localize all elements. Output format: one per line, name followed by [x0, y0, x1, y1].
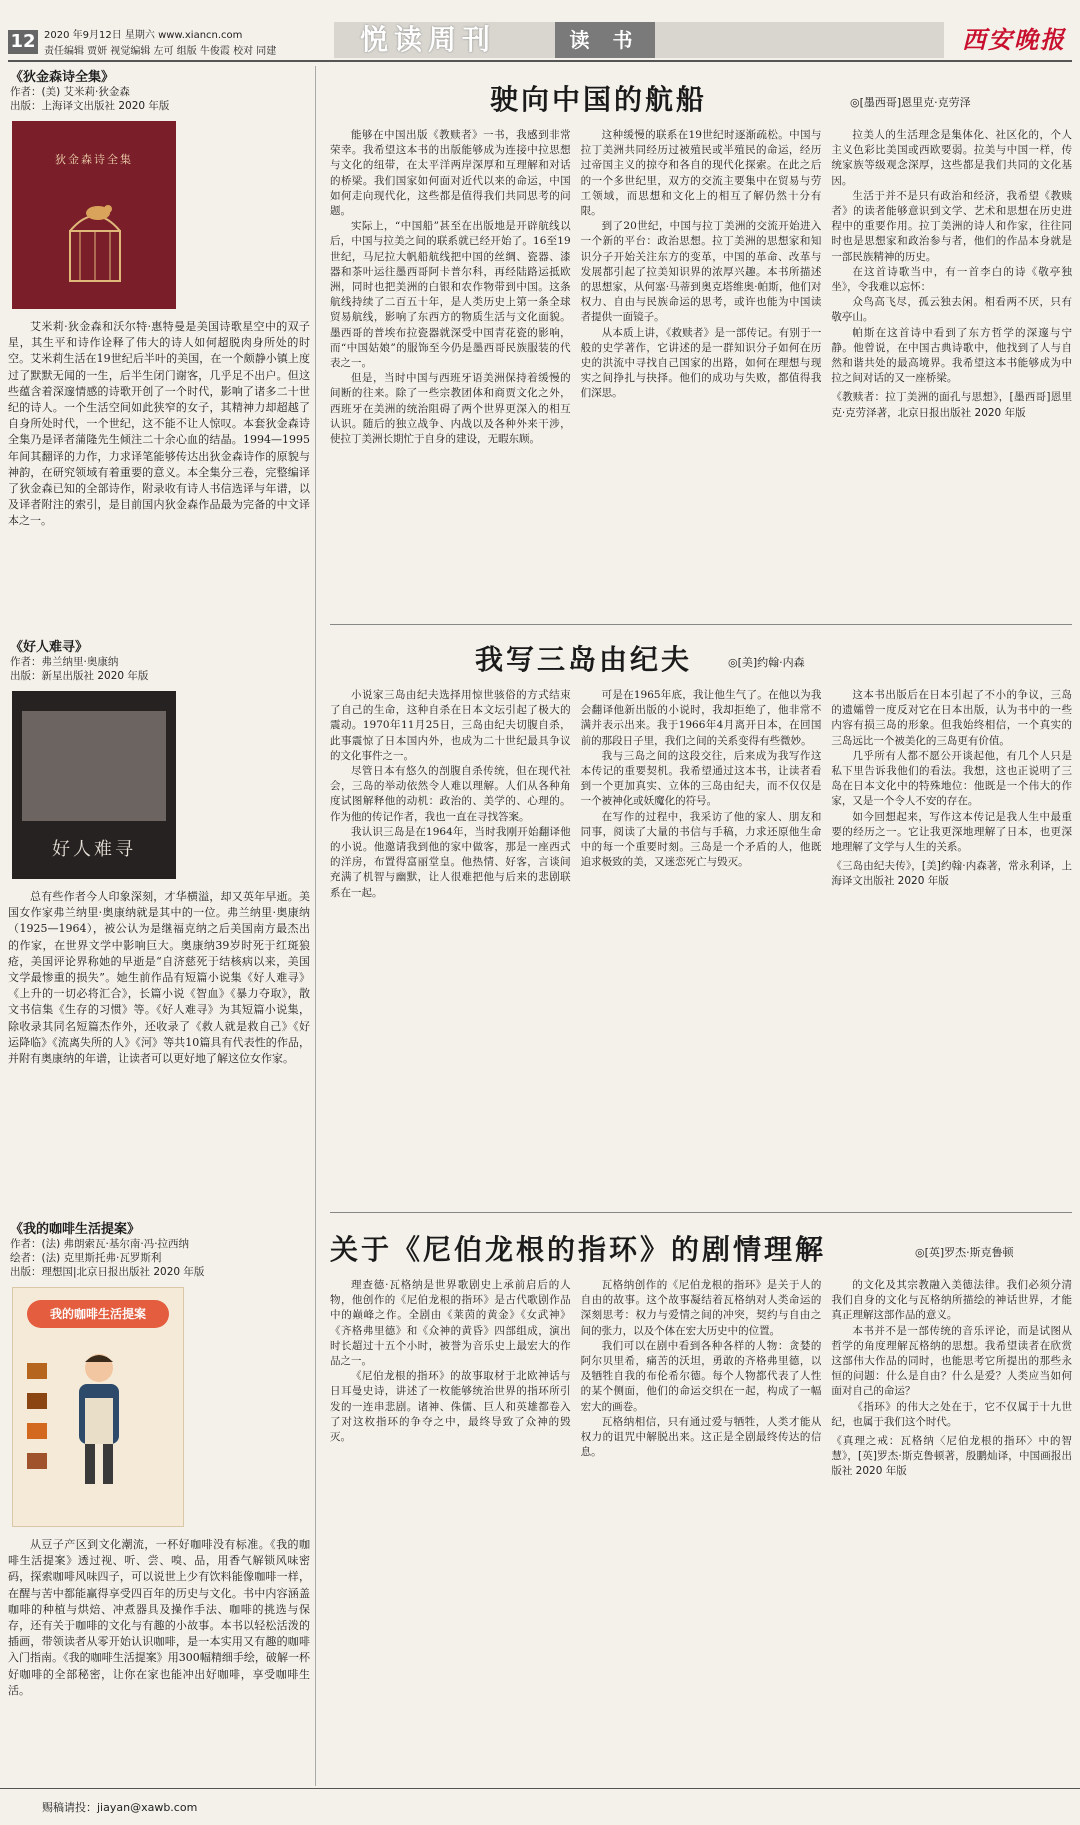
section-name: 悦读周刊 — [360, 23, 497, 56]
book-publisher: 出版：新星出版社 2020 年版 — [10, 670, 149, 682]
text-column — [581, 128, 822, 618]
paragraph: 如今回想起来，写作这本传记是我人生中最重要的经历之一。它让我更深地理解了日本，也更深地理解了文学与人生的关系。 — [831, 810, 1073, 854]
book-title: 《我的咖啡生活提案》 — [10, 1222, 141, 1237]
article-body — [330, 128, 1072, 618]
book-cover — [12, 121, 176, 309]
book-author: 作者：(美) 艾米莉·狄金森 — [10, 86, 130, 98]
book-description: 从豆子产区到文化潮流，一杯好咖啡没有标准。《我的咖啡生活提案》透过视、听、尝、嗅、品，用香气解锁风味密码，探索咖啡风味四子，可以说世上少有饮料能像咖啡一样，在醒与苦中都能赢得享受四百年的历史与文化。书中内容涵盖咖啡的种植与烘焙、冲煮器具及操作手法、咖啡的挑选与保存，还有关于咖啡的文化与有趣的小故事。本书以轻松活泼的插画，带领读者从零开始认识咖啡，是一本实用又有趣的咖啡入门指南。《我的咖啡生活提案》用300幅精细手绘，破解一杯好咖啡的全部秘密，让你在家也能冲出好咖啡，享受咖啡生活。 — [8, 1538, 310, 1697]
text-column — [831, 128, 1072, 618]
book-entry-oconnor — [8, 636, 316, 1234]
bird-cage-illustration — [50, 191, 140, 291]
paragraph: 我认识三岛是在1964年，当时我刚开始翻译他的小说。他邀请我到他的家中做客，那是一座西式的洋房，布置得富丽堂皇。他热情、好客，言谈间充满了机智与幽默，让人很难把他与后来的悲剧联系在一起。 — [330, 825, 571, 899]
book-entry-dickinson — [8, 66, 316, 649]
book-reference: 《真理之戒：瓦格纳〈尼伯龙根的指环〉中的智慧》，[英]罗杰·斯克鲁顿著，殷鹏灿译，中国画报出版社 2020 年版 — [831, 1435, 1073, 1478]
paragraph: 理查德·瓦格纳是世界歌剧史上承前启后的人物，他创作的《尼伯龙根的指环》是古代歌剧作品中的巅峰之作。全剧由《莱茵的黄金》《女武神》《齐格弗里德》和《众神的黄昏》四部组成，演出时长超过十五个小时，被誉为音乐史上最宏大的作品之一。 — [330, 1279, 571, 1368]
text-column — [330, 1278, 571, 1783]
paragraph: 几乎所有人都不愿公开谈起他，有几个人只是私下里告诉我他们的看法。我想，这也正说明了三岛在日本文化中的特殊地位：他既是一个伟大的作家，又是一个令人不安的存在。 — [831, 749, 1073, 808]
paragraph: 从本质上讲，《救赎者》是一部传记。有别于一般的史学著作，它讲述的是一群知识分子如何在历史的洪流中寻找自己国家的出路，如何在理想与现实之间挣扎与抉择。他们的成功与失败，都值得我们深思。 — [580, 326, 822, 400]
book-publisher: 出版：上海译文出版社 2020 年版 — [10, 100, 170, 112]
page-header — [0, 0, 1080, 62]
main-articles — [330, 66, 1072, 1786]
article-author: ◎[英]罗杰·斯克鲁顿 — [915, 1246, 1014, 1259]
submission-email: 赐稿请投：jiayan@xawb.com — [42, 1801, 198, 1814]
article-title: 驶向中国的航船 — [490, 83, 708, 116]
article-nibelungen — [330, 1216, 1072, 1786]
article-author: ◎[墨西哥]恩里克·克劳泽 — [850, 96, 971, 109]
paragraph: 本书并不是一部传统的音乐评论，而是试图从哲学的角度理解瓦格纳的思想。我希望读者在欣赏这部伟大作品的同时，也能思考它所提出的那些永恒的问题：什么是自由？什么是爱？人类应当如何面对自己的命运？ — [831, 1324, 1073, 1398]
paragraph: 能够在中国出版《教赎者》一书，我感到非常荣幸。我希望这本书的出版能够成为连接中拉思想与文化的纽带，在太平洋两岸深厚和互理解和对话的桥梁。我们国家如何面对近代以来的命运，中国如何走向现代化，这些都是值得我们共同思考的问题。 — [330, 129, 571, 218]
paragraph: 的文化及其宗教融入美德法律。我们必须分清我们自身的文化与瓦格纳所描绘的神话世界，才能真正理解这部作品的意义。 — [831, 1279, 1073, 1322]
paragraph: 在这首诗歌当中，有一首李白的诗《敬亭独坐》，令我难以忘怀： — [831, 265, 1073, 294]
cover-title: 狄金森诗全集 — [55, 153, 133, 166]
poem-line: 众鸟高飞尽，孤云独去闲。相看两不厌，只有敬亭山。 — [831, 296, 1073, 324]
article-mishima — [330, 628, 1072, 1208]
newspaper-logo: 西安晚报 — [962, 25, 1066, 54]
book-author: 作者：(法) 弗朗索瓦·基尔南·冯·拉西纳 — [10, 1238, 190, 1250]
header-divider — [8, 60, 1072, 62]
text-column — [581, 1278, 822, 1783]
book-author: 作者：弗兰纳里·奥康纳 — [10, 656, 119, 668]
paragraph: 尽管日本有悠久的剖腹自杀传统，但在现代社会，三岛的举动依然令人难以理解。人们从各种角度试图解释他的动机：政治的、美学的、心理的。作为他的传记作者，我也一直在寻找答案。 — [330, 765, 571, 823]
paragraph: 到了20世纪，中国与拉丁美洲的交流开始进入一个新的平台：政治思想。拉丁美洲的思想家和知识分子开始关注东方的变革，中国的革命、改革与发展都引起了拉美知识界的浓厚兴趣。本书所描述的思想家，从何塞·马蒂到奥克塔维奥·帕斯，他们对权力、自由与民族命运的思考，或许也能为中国读者提供一面镜子。 — [580, 220, 822, 324]
paragraph: 但是，当时中国与西班牙语美洲保持着缓慢的间断的往来。除了一些宗教团体和商贾文化之外，西班牙在美洲的统治阻碍了两个世界更深入的相互认识。随后的独立战争、内战以及各种外来干涉，使拉丁美洲长期忙于自身的建设，无暇东顾。 — [330, 372, 571, 446]
paragraph: 生活于并不是只有政治和经济，我希望《教赎者》的读者能够意识到文学、艺术和思想在历史进程中的重要作用。拉丁美洲的诗人和作家，往往同时也是思想家和政治参与者，他们的作品本身就是一部民族精神的历史。 — [831, 189, 1073, 263]
article-title: 我写三岛由纪夫 — [475, 643, 693, 676]
book-reference: 《教赎者：拉丁美洲的面孔与思想》，[墨西哥]恩里克·克劳泽著，北京日报出版社 2020 年版 — [831, 391, 1073, 419]
paragraph: 实际上，“中国船”甚至在出版地是开辟航线以后，中国与拉美之间的联系就已经开始了。16至19世纪，马尼拉大帆船航线把中国的丝绸、瓷器、漆器和茶叶运往墨西哥阿卡普尔科，再经陆路运抵欧洲，同时也把美洲的白银和农作物带到中国。这条航线持续了二百五十年，是人类历史上第一条全球贸易航线，影响了东西方的物质生活与文化面貌。墨西哥的普埃布拉瓷器就深受中国青花瓷的影响，而“中国姑娘”的服饰至今仍是墨西哥民族服装的代表之一。 — [330, 220, 571, 370]
book-description: 总有些作者今人印象深刻，才华横溢，却又英年早逝。美国女作家弗兰纳里·奥康纳就是其中的一位。弗兰纳里·奥康纳（1925—1964），被公认为是继福克纳之后美国南方最杰出的作家，在世界文学中影响巨大。奥康纳39岁时死于红斑狼疮，美国评论界称她的早逝是“自济慈死于结核病以来，美国文学最惨重的损失”。她生前作品有短篇小说集《好人难寻》《上升的一切必将汇合》，长篇小说《智血》《暴力夺取》，散文书信集《生存的习惯》等。《好人难寻》为其短篇小说集，除收录其同名短篇杰作外，还收录了《救人就是救自己》《好运降临》《流离失所的人》《河》等共10篇具有代表性的作品，并附有奥康纳的年谱，让读者可以更好地了解这位女作家。 — [8, 890, 310, 1066]
article-header — [330, 66, 1072, 124]
book-cover — [12, 691, 176, 879]
article-china-ship — [330, 66, 1072, 621]
text-column — [831, 688, 1072, 1203]
book-publisher: 出版：理想国|北京日报出版社 2020 年版 — [10, 1266, 205, 1278]
article-divider — [330, 624, 1072, 625]
cover-title: 好人难寻 — [52, 839, 136, 860]
article-header — [330, 1216, 1072, 1274]
page-footer — [0, 1788, 1080, 1825]
article-body — [330, 688, 1072, 1203]
text-column — [831, 1278, 1072, 1783]
book-cover — [12, 1287, 184, 1527]
paragraph: 我与三岛之间的这段交往，后来成为我写作这本传记的重要契机。我希望通过这本书，让读者看到一个更加真实、立体的三岛由纪夫，而不仅仅是一个被神化或妖魔化的符号。 — [580, 749, 822, 808]
coffee-cups-illustration — [23, 1358, 53, 1488]
article-title: 关于《尼伯龙根的指环》的剧情理解 — [330, 1233, 827, 1266]
editor-line: 责任编辑 贾妍 视觉编辑 左可 组版 牛俊霞 校对 同建 — [44, 46, 277, 57]
book-reference: 《三岛由纪夫传》，[美]约翰·内森著，常永利译，上海译文出版社 2020 年版 — [831, 860, 1073, 888]
cover-title: 我的咖啡生活提案 — [27, 1300, 169, 1328]
page-number: 12 — [8, 30, 38, 54]
book-title: 《好人难寻》 — [10, 640, 89, 655]
paragraph: 《尼伯龙根的指环》的故事取材于北欧神话与日耳曼史诗，讲述了一枚能够统治世界的指环所引发的一连串悲剧。诸神、侏儒、巨人和英雄都卷入了对这枚指环的争夺之中，最终导致了众神的毁灭。 — [330, 1370, 571, 1444]
book-illustrator: 绘者：(法) 克里斯托弗·瓦罗斯利 — [10, 1252, 162, 1264]
paragraph: 瓦格纳创作的《尼伯龙根的指环》是关于人的自由的故事。这个故事凝结着瓦格纳对人类命运的深刻思考：权力与爱情之间的冲突，契约与自由之间的张力，以及个体在宏大历史中的位置。 — [580, 1279, 822, 1337]
book-title: 《狄金森诗全集》 — [10, 70, 115, 85]
text-column — [330, 688, 571, 1203]
date-line: 2020 年9月12日 星期六 www.xiancn.com — [44, 30, 243, 41]
paragraph: 这本书出版后在日本引起了不小的争议，三岛的遗孀曾一度反对它在日本出版，认为书中的一些内容有损三岛的形象。但我始终相信，一个真实的三岛远比一个被美化的三岛更有价值。 — [831, 689, 1073, 747]
paragraph: 小说家三岛由纪夫选择用惊世骇俗的方式结束了自己的生命，这种自杀在日本文坛引起了极大的震动。1970年11月25日，三岛由纪夫切腹自杀，此事震惊了日本国内外，也成为二十世纪最具争议的文化事件之一。 — [330, 689, 571, 762]
paragraph: 可是在1965年底，我让他生气了。在他以为我会翻译他新出版的小说时，我却拒绝了，他非常不满并表示出来。我于1966年4月离开日本，在回国前的那段日子里，我们之间的关系变得有些微妙。 — [580, 689, 822, 747]
cover-photo — [22, 711, 166, 821]
paragraph: 这种缓慢的联系在19世纪时逐渐疏松。中国与拉丁美洲共同经历过被殖民或半殖民的命运，经历过帝国主义的掠夺和各自的现代化探索。在此之后的一个多世纪里，双方的交流主要集中在贸易与劳工领域，而思想和文化上的相互了解仍然十分有限。 — [580, 129, 822, 218]
paragraph: 在写作的过程中，我采访了他的家人、朋友和同事，阅读了大量的书信与手稿，力求还原他生命中的每一个重要时刻。三岛是一个矛盾的人，他既追求极致的美，又迷恋死亡与毁灭。 — [580, 810, 822, 869]
paragraph: 瓦格纳相信，只有通过爱与牺牲，人类才能从权力的诅咒中解脱出来。这正是全剧最终传达的信息。 — [580, 1415, 822, 1459]
text-column — [330, 128, 571, 618]
article-body — [330, 1278, 1072, 1783]
article-header — [330, 628, 1072, 686]
book-sidebar — [8, 66, 316, 1786]
barista-illustration — [61, 1348, 137, 1488]
article-divider — [330, 1212, 1072, 1213]
paragraph: 我们可以在剧中看到各种各样的人物：贪婪的阿尔贝里希，痛苦的沃坦，勇敢的齐格弗里德，以及牺牲自我的布伦希尔德。每个人物都代表了人性的某个侧面，他们的命运交织在一起，构成了一幅宏大的画卷。 — [580, 1339, 822, 1413]
column-tab: 读 书 — [555, 22, 655, 58]
book-entry-coffee — [8, 1218, 316, 1802]
paragraph: 帕斯在这首诗中看到了东方哲学的深邃与宁静。他曾说，在中国古典诗歌中，他找到了人与自然和谐共处的最高境界。我希望这本书能够成为中拉之间对话的又一座桥梁。 — [831, 326, 1073, 385]
text-column — [581, 688, 822, 1203]
paragraph: 拉美人的生活理念是集体化、社区化的，个人主义色彩比美国或西欧要弱。拉美与中国一样，传统家族等级观念深厚，这些都是我们共同的文化基因。 — [831, 129, 1073, 187]
book-description: 艾米莉·狄金森和沃尔特·惠特曼是美国诗歌星空中的双子星，其生平和诗作诠释了伟大的诗人如何超脱肉身所处的时空。艾米莉生活在19世纪后半叶的美国，在一个颇静小镇上度过了默默无闻的一生，后半生闭门谢客，几乎足不出户。但这些蕴含着深邃情感的诗歌开创了一个时代，影响了诸多二十世纪的诗人。一个生活空间如此狭窄的女子，其精神力却超越了自身所处时代，一个世纪，这不能不让人惊叹。本套狄金森诗全集乃是译者蒲隆先生倾注二十余心血的结晶。1994—1995年间其翻译的力作，力求译笔能够传达出狄金森诗作的原貌与神韵，在研究领域有着重要的意义。本全集分三卷，完整编译了狄金森已知的全部诗作，附录收有诗人书信选译与年谱，以及译者附注的索引，是目前国内狄金森作品最为完备的中文译本之一。 — [8, 320, 310, 528]
article-author: ◎[美]约翰·内森 — [728, 656, 805, 669]
paragraph: 《指环》的伟大之处在于，它不仅属于十九世纪，也属于我们这个时代。 — [831, 1400, 1073, 1428]
